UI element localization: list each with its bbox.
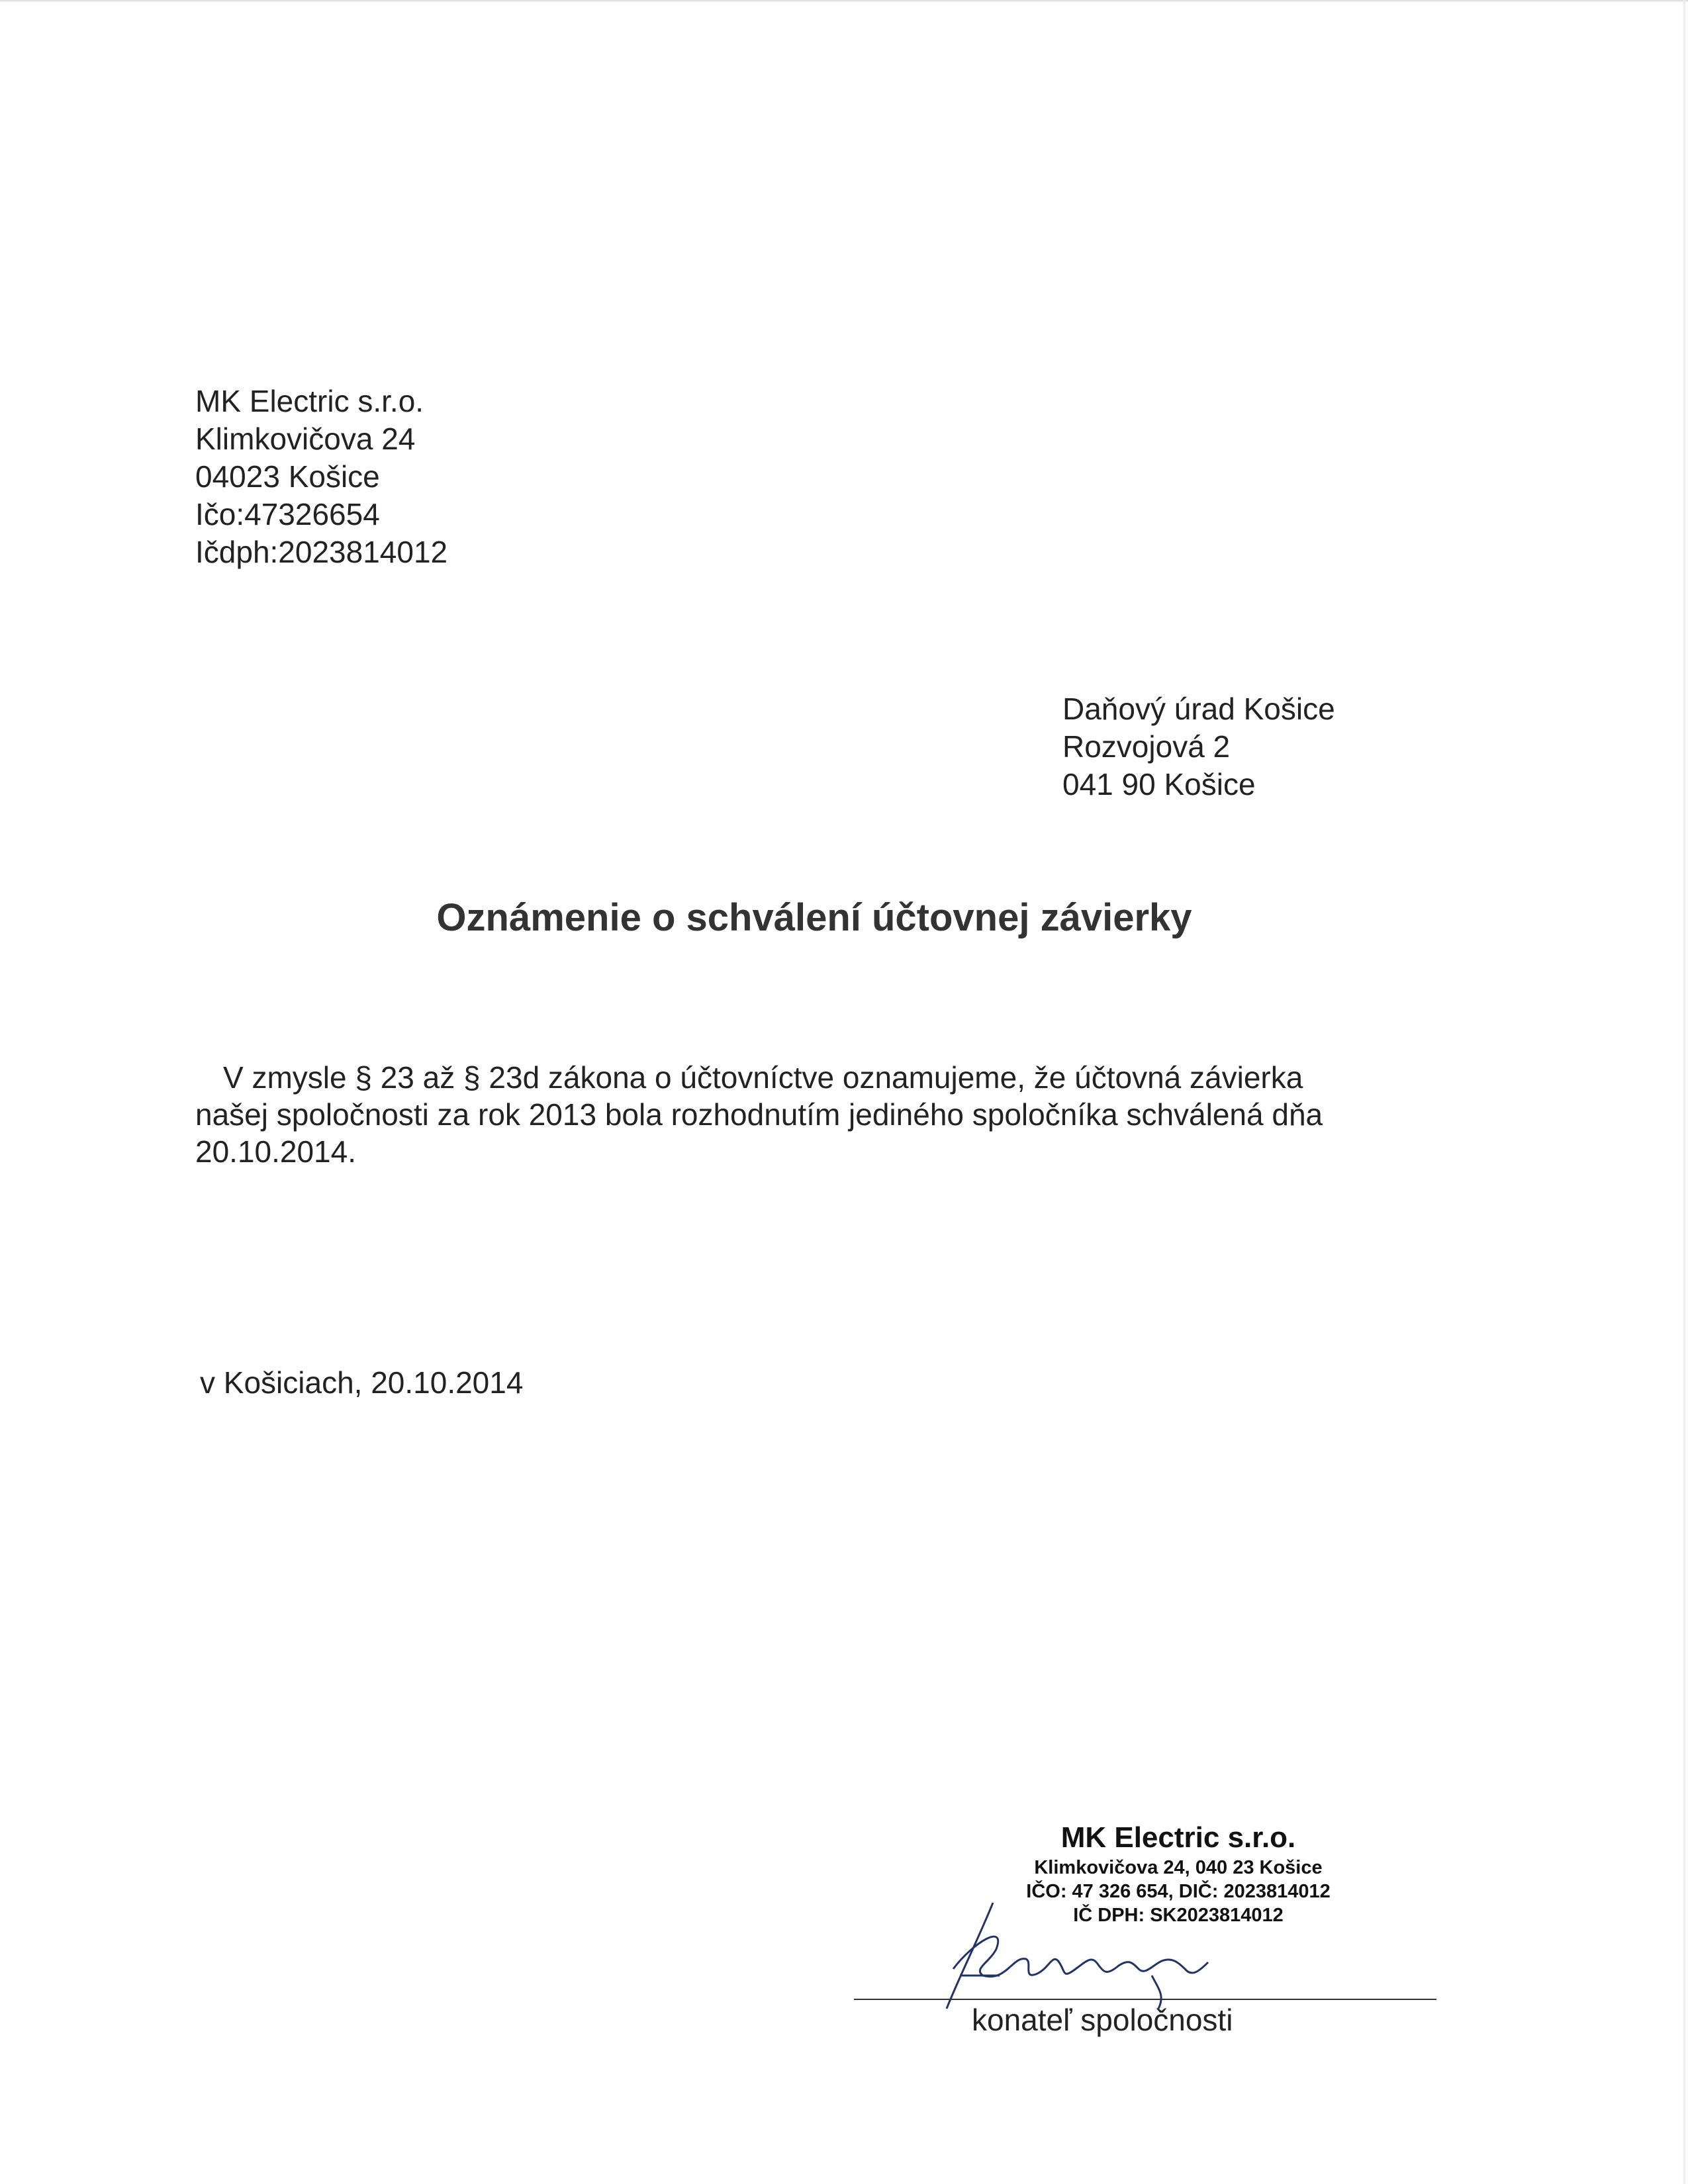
- sender-line: Ičdph:2023814012: [195, 535, 448, 569]
- stamp-company-name: MK Electric s.r.o.: [1060, 1821, 1296, 1854]
- recipient-line: 041 90 Košice: [1062, 767, 1256, 801]
- body-paragraph: [195, 1059, 1453, 1170]
- scan-edge-right: [1683, 0, 1685, 2184]
- recipient-line: Rozvojová 2: [1062, 729, 1231, 764]
- sender-line: 04023 Košice: [195, 459, 380, 494]
- body-line: V zmysle § 23 až § 23d zákona o účtovníctve oznamujeme, že účtovná závierka: [223, 1060, 1303, 1095]
- sender-address: [195, 383, 447, 571]
- handwritten-signature: [933, 1896, 1225, 2015]
- stamp-line: IČ DPH: SK2023814012: [1073, 1905, 1284, 1926]
- body-line: 20.10.2014.: [195, 1134, 357, 1169]
- body-line: našej spoločnosti za rok 2013 bola rozhodnutím jediného spoločníka schválená dňa: [195, 1097, 1323, 1132]
- recipient-line: Daňový úrad Košice: [1062, 692, 1335, 726]
- sender-line: Ičo:47326654: [195, 497, 380, 531]
- stamp-line: Klimkovičova 24, 040 23 Košice: [1034, 1857, 1323, 1878]
- sender-line: Klimkovičova 24: [195, 422, 416, 456]
- scan-edge-top: [0, 0, 1688, 3]
- document-title: Oznámenie o schválení účtovnej závierky: [436, 896, 1192, 939]
- stamp-line: IČO: 47 326 654, DIČ: 2023814012: [1026, 1881, 1331, 1902]
- sender-line: MK Electric s.r.o.: [195, 384, 424, 418]
- signature-line: [854, 1999, 1436, 2000]
- signature-caption: konateľ spoločnosti: [972, 2003, 1233, 2037]
- place-date: v Košiciach, 20.10.2014: [200, 1365, 524, 1400]
- recipient-address: [1062, 690, 1335, 803]
